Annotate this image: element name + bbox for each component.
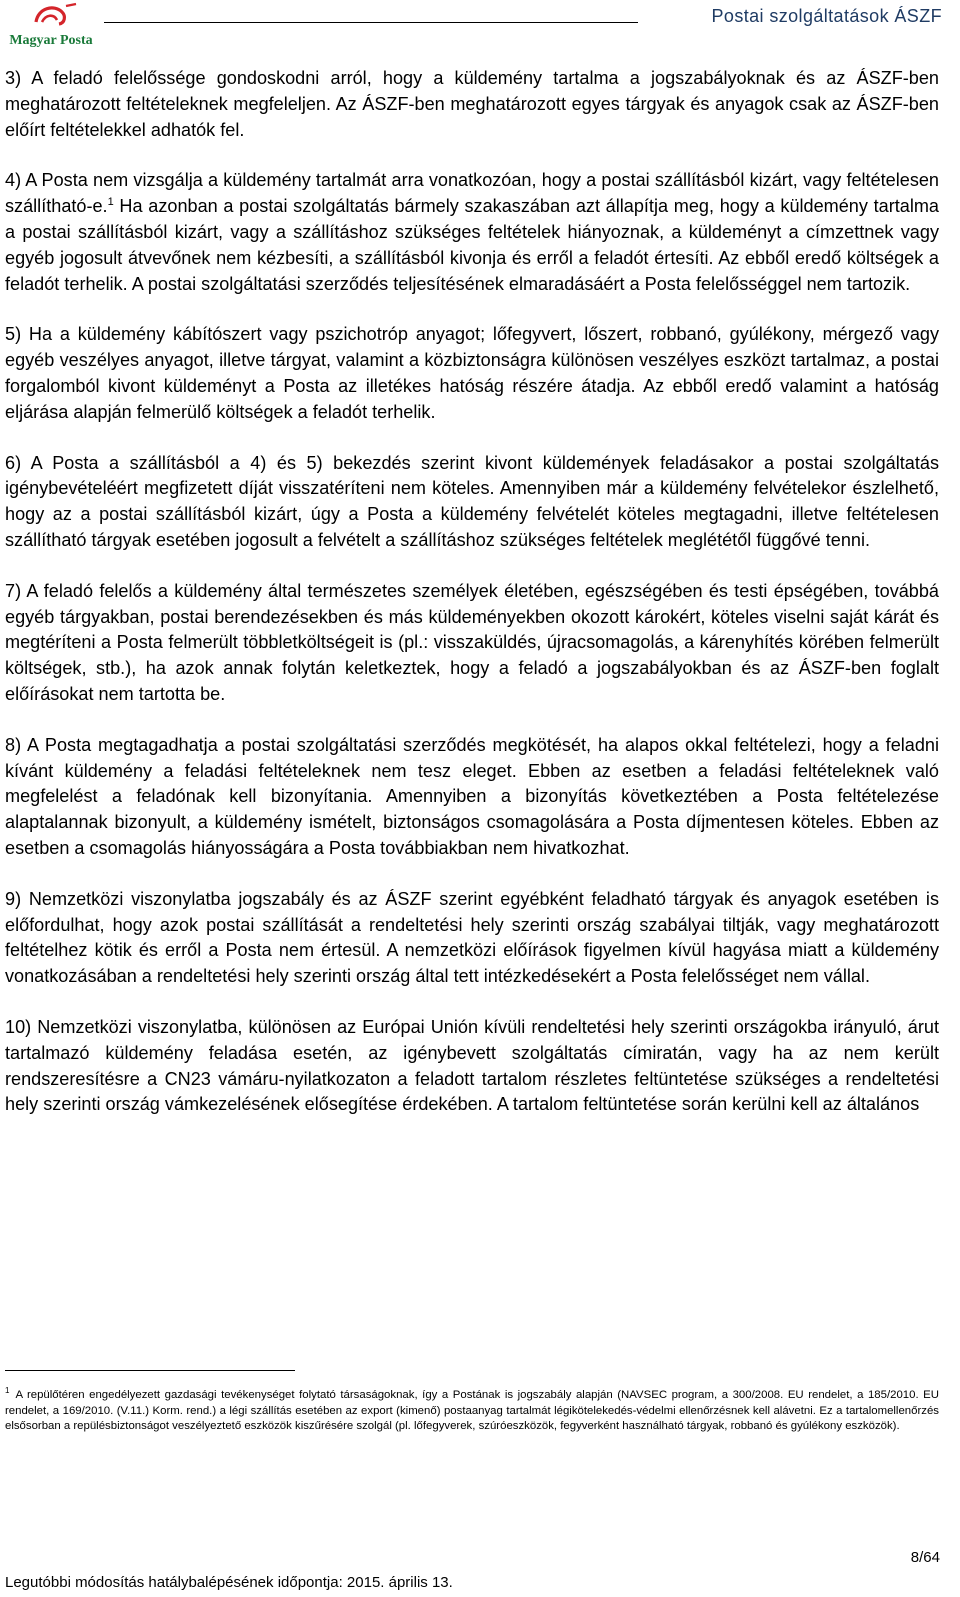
logo-text: Magyar Posta — [9, 33, 93, 48]
paragraph-8: 8) A Posta megtagadhatja a postai szolgáltatási szerződés megkötését, ha alapos okkal feltételezi, hogy a feladni kívánt küldemény a feladási feltételeknek nem tesz eleget. Ebben az esetben a feladási feltételeknek való megfelelést a feladónak kell bizonyítania. Amennyiben a bizonyítás következtében a Posta feltételezése alaptalannak bizonyult, a küldemény ismételt, biztonságos csomagolására a Posta díjmentesen köteles. Ebben az esetben a csomagolás hiányosságára a Posta továbbiakban nem hivatkozhat. — [5, 734, 939, 858]
paragraph-7: 7) A feladó felelős a küldemény által természetes személyek életében, egészségében és testi épségében, továbbá egyéb tárgyakban, postai berendezésekben és más küldeményekben okozott károkért, köteles viselni saját kárát és megtéríteni a Posta felmerült többletköltségeit is (pl.: visszaküldés, újracsomagolás, a kárenyhítés körében felmerült költségek, stb.), ha azok annak folytán keletkeztek, hogy a feladó a jogszabályokban és az ÁSZF-ben foglalt előírásokat nem tartotta be. — [5, 580, 939, 704]
footnote-number: 1 — [5, 1386, 10, 1396]
magyar-posta-logo — [8, 2, 94, 54]
last-modified-date: Legutóbbi módosítás hatálybalépésének időpontja: 2015. április 13. — [5, 1574, 453, 1591]
footnote — [5, 1388, 939, 1435]
paragraph-9: 9) Nemzetközi viszonylatba jogszabály és az ÁSZF szerint egyébként feladható tárgyak és anyagok esetében is előfordulhat, hogy azok postai szállítását a rendeltetési hely szerinti ország szabályai tiltják, vagy meghatározott feltételhez kötik és erről a Posta nem értesül. A nemzetközi előírások figyelmen kívül hagyása miatt a küldemény vonatkozásában a rendeltetési hely szerinti ország által tett intézkedésekért a Posta felelősséget nem vállal. — [5, 888, 939, 987]
page-number: 8/64 — [910, 1549, 940, 1566]
paragraph-4-text-after: Ha azonban a postai szolgáltatás bármely szakaszában azt állapítja meg, hogy a küldemény tartalma a postai szállításból kizárt, vagy a szállításhoz szükséges feltételek hiányoznak, a küldeményt a címzettnek vagy egyéb jogosult átvevőnek nem kézbesíti, a szállításból kivonja és erről a feladót értesíti. Az ebből eredő költségek a feladót terhelik. A postai szolgáltatási szerződés teljesítésének elmaradásáért a Posta felelősséggel nem tartozik. — [5, 196, 939, 294]
header-title: Postai szolgáltatások ÁSZF — [711, 6, 942, 26]
footnote-reference[interactable]: 1 — [107, 196, 114, 209]
paragraph-4-text-before: 4) A Posta nem vizsgálja a küldemény tartalmát arra vonatkozóan, hogy a postai szállításból kizárt, vagy feltételesen szállítható-e. — [5, 170, 939, 217]
document-body — [5, 66, 939, 1118]
paragraph-4 — [5, 168, 939, 297]
paragraph-3: 3) A feladó felelőssége gondoskodni arról, hogy a küldemény tartalma a jogszabályoknak és az ÁSZF-ben meghatározott feltételeknek megfeleljen. Az ÁSZF-ben meghatározott egyes tárgyak és anyagok csak az ÁSZF-ben előírt feltételekkel adhatók fel. — [5, 68, 939, 140]
paragraph-10: 10) Nemzetközi viszonylatba, különösen az Európai Unión kívüli rendeltetési hely szerinti országokba irányuló, árut tartalmazó küldemény feladása esetén, az igénybevett szolgáltatás címiratán, vagy ha az nem került rendszeresítésre a CN23 vámáru-nyilatkozaton a feladott tartalom részletes feltüntetése szükséges a rendeltetési hely szerinti ország vámkezelésének elősegítése érdekében. A tartalom feltüntetése során kerülni kell az általános — [5, 1016, 939, 1115]
posthorn-icon — [36, 4, 76, 24]
footnote-text: A repülőtéren engedélyezett gazdasági tevékenységet folytató társaságoknak, így a Postának is jogszabály alapján (NAVSEC program, a 300/2008. EU rendelet, a 185/2010. EU rendelet, a 169/2010. (V.11.) Korm. rend.) a légi szállítás esetében az export (kimenő) postaanyag tartalmát légikötelekedés-védelmi ellenőrzésnek kell alávetni. Ez a tartalomellenőrzés elsősorban a repülésbiztonságot veszélyeztető eszközök kiszűrésére szolgál (pl. lőfegyverek, szúróeszközök, fegyverként használható tárgyak, robbanó és gyúlékony eszközök). — [5, 1389, 939, 1432]
paragraph-6: 6) A Posta a szállításból a 4) és 5) bekezdés szerint kivont küldemények feladásakor a postai szolgáltatás igénybevételéért megfizetett díját visszatéríteni nem köteles. Amennyiben már a küldemény felvételekor észlelhető, hogy az a postai szállításból kizárt, úgy a Posta a küldemény felvételét köteles megtagadni, illetve feltételesen szállítható tárgyak esetében jogosult a felvételt a szállításhoz szükséges feltételek meglététől függővé tenni. — [5, 452, 939, 550]
paragraph-5: 5) Ha a küldemény kábítószert vagy pszichotróp anyagot; lőfegyvert, lőszert, robbanó, gyúlékony, mérgező vagy egyéb veszélyes anyagot, illetve tárgyat, valamint a közbiztonságra különösen veszélyes eszközt tartalmaz, a postai forgalomból kivont küldeményt a Posta az illetékes hatóság részére átadja. Az ebből eredő valamint a hatóság eljárása alapján felmerülő költségek a feladót terhelik. — [5, 324, 939, 422]
footnote-rule — [5, 1370, 295, 1371]
header-rule — [104, 22, 638, 23]
